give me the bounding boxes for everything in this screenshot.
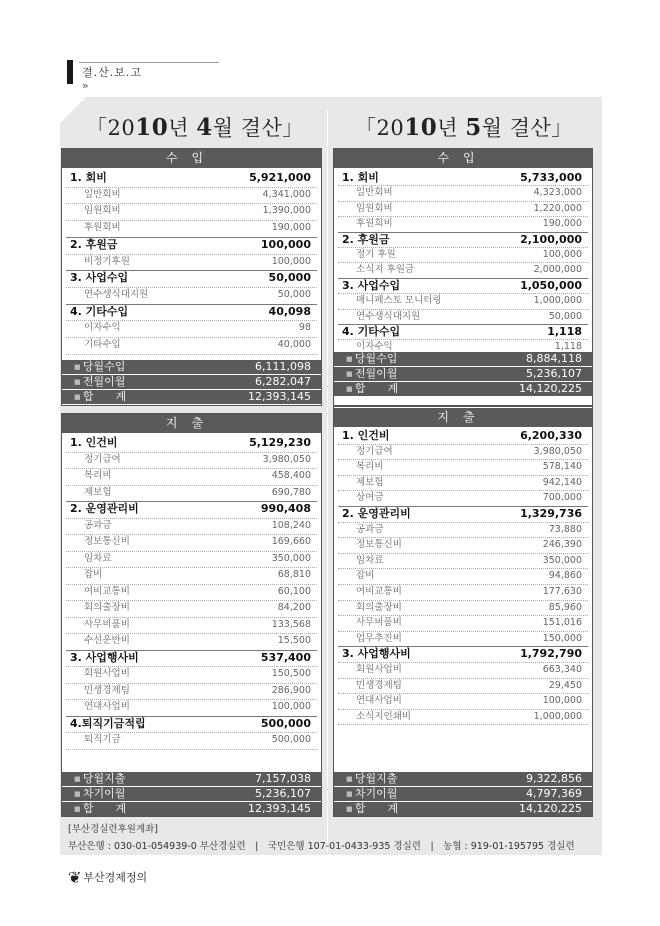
- row-value: 100,000: [542, 695, 582, 707]
- row-value: 50,000: [268, 271, 311, 285]
- total-label: ■ 합 계: [74, 390, 126, 404]
- item-row: [334, 615, 592, 630]
- total-label: ■ 합 계: [346, 382, 398, 396]
- row-value: 1,220,000: [533, 202, 582, 214]
- item-row: [334, 444, 592, 459]
- item-row: [62, 551, 321, 566]
- row-label: 기타수입: [84, 339, 121, 350]
- row-value: 990,408: [260, 502, 311, 515]
- row-value: 190,000: [542, 218, 582, 230]
- row-value: 690,780: [271, 486, 311, 498]
- account-title: [부산경실련후원계좌]: [68, 824, 159, 835]
- row-label: 회원사업비: [84, 668, 130, 679]
- row-value: 190,000: [271, 222, 311, 234]
- row-label: 임차료: [356, 554, 384, 566]
- total-label: ■ 전월이월: [346, 367, 397, 381]
- april-report-title: 「2010년 4월 결산」: [86, 114, 304, 141]
- item-row: [334, 490, 592, 505]
- item-row: [334, 293, 592, 308]
- row-label: 2. 후원금: [70, 237, 118, 251]
- may-expense-header: 지출: [334, 408, 592, 427]
- row-value: 68,810: [277, 569, 311, 580]
- row-label: 임차료: [84, 552, 112, 564]
- row-value: 246,390: [542, 539, 582, 551]
- item-row: [62, 187, 321, 202]
- item-row: [334, 662, 592, 677]
- total-label: ■ 합 계: [74, 802, 126, 816]
- row-label: 여비교통비: [356, 586, 402, 597]
- item-row: [62, 683, 321, 698]
- row-label: 1. 회비: [342, 171, 379, 184]
- row-value: 40,000: [277, 339, 311, 350]
- header-accent-bar: [67, 60, 73, 84]
- row-label: 1. 인건비: [342, 429, 390, 442]
- row-label: 이자수익: [84, 322, 121, 334]
- row-label: 정보통신비: [356, 539, 402, 551]
- category-row: [62, 304, 321, 319]
- row-label: 정보통신비: [84, 536, 130, 547]
- item-row: [62, 666, 321, 681]
- row-divider: [66, 354, 317, 355]
- page-fold-corner: [60, 97, 86, 123]
- total-value: 4,797,369: [526, 787, 582, 800]
- row-value: 4,323,000: [533, 187, 582, 199]
- row-label: 4. 기타수입: [342, 325, 401, 338]
- row-label: 정기 후원: [356, 249, 396, 260]
- total-row: [334, 802, 592, 816]
- total-row: [62, 802, 321, 816]
- total-value: 5,236,107: [255, 787, 311, 800]
- row-value: 4,341,000: [262, 188, 311, 200]
- item-row: [334, 678, 592, 693]
- row-label: 잡비: [84, 569, 103, 580]
- item-row: [62, 534, 321, 549]
- item-row: [62, 468, 321, 483]
- row-value: 151,016: [542, 617, 582, 629]
- double-chevron-icon: »: [82, 79, 89, 92]
- total-label: ■ 전월이월: [74, 375, 125, 389]
- row-value: 50,000: [548, 310, 582, 322]
- row-value: 133,568: [271, 618, 311, 630]
- row-value: 1,792,790: [520, 647, 582, 661]
- row-value: 350,000: [271, 552, 311, 564]
- item-row: [334, 537, 592, 552]
- may-income-header: 수입: [334, 149, 592, 168]
- total-row: [334, 772, 592, 786]
- total-row: [62, 772, 321, 786]
- row-label: 업무추진비: [356, 632, 402, 644]
- total-row: [334, 352, 592, 366]
- item-row: [62, 452, 321, 467]
- row-label: 2. 운영관리비: [70, 502, 139, 515]
- total-value: 8,884,118: [526, 352, 582, 365]
- item-row: [334, 262, 592, 277]
- row-value: 15,500: [277, 635, 311, 646]
- row-label: 사무비품비: [356, 617, 402, 629]
- row-value: 5,129,230: [249, 436, 311, 449]
- category-row: [334, 324, 592, 339]
- row-value: 94,860: [548, 570, 582, 582]
- row-label: 제보험: [84, 486, 112, 498]
- item-row: [334, 185, 592, 200]
- item-row: [334, 600, 592, 615]
- total-value: 6,282,047: [255, 375, 311, 388]
- item-row: [62, 567, 321, 582]
- item-row: [334, 459, 592, 474]
- section-title: 결.산.보.고: [82, 66, 142, 79]
- total-value: 5,236,107: [526, 367, 582, 380]
- row-value: 700,000: [542, 492, 582, 504]
- total-label: ■ 합 계: [346, 802, 398, 816]
- row-value: 1,000,000: [533, 710, 582, 722]
- row-label: 제보험: [356, 476, 384, 488]
- total-row: [334, 382, 592, 396]
- total-label: ■ 당월지출: [346, 772, 397, 786]
- row-label: 퇴직기금: [84, 734, 121, 745]
- row-label: 잡비: [356, 570, 375, 582]
- row-label: 매니페스토 모니터링: [356, 295, 442, 307]
- row-value: 108,240: [271, 519, 311, 531]
- row-label: 복리비: [84, 470, 112, 481]
- total-row: [62, 787, 321, 801]
- row-value: 3,980,050: [533, 445, 582, 457]
- row-divider: [66, 749, 317, 750]
- item-row: [62, 617, 321, 632]
- row-value: 1,118: [547, 325, 582, 338]
- category-row: [334, 278, 592, 293]
- category-row: [334, 506, 592, 521]
- total-row: [62, 375, 321, 389]
- row-label: 1. 회비: [70, 171, 107, 184]
- row-value: 350,000: [542, 554, 582, 566]
- row-label: 회의출장비: [84, 602, 130, 613]
- row-label: 3. 사업수입: [342, 278, 401, 292]
- total-row: [62, 360, 321, 374]
- item-row: [62, 699, 321, 714]
- row-label: 1. 인건비: [70, 436, 118, 449]
- tree-icon: ❦: [68, 868, 82, 887]
- total-value: 9,322,856: [526, 772, 582, 785]
- item-row: [62, 485, 321, 500]
- item-row: [334, 553, 592, 568]
- row-value: 60,100: [277, 585, 311, 597]
- row-label: 후원회비: [84, 222, 121, 234]
- total-value: 14,120,225: [519, 382, 582, 395]
- row-label: 수선운반비: [84, 635, 130, 646]
- category-row: [334, 428, 592, 443]
- row-value: 5,733,000: [520, 171, 582, 184]
- total-label: ■ 차기이월: [346, 787, 397, 801]
- header-divider: [79, 62, 219, 63]
- row-label: 후원회비: [356, 218, 393, 230]
- item-row: [334, 201, 592, 216]
- logo-text: 부산경제정의: [83, 871, 148, 884]
- total-row: [334, 787, 592, 801]
- row-label: 정기급여: [356, 445, 393, 457]
- row-value: 3,980,050: [262, 453, 311, 465]
- row-value: 286,900: [271, 684, 311, 696]
- row-value: 5,921,000: [249, 171, 311, 184]
- row-label: 연대사업비: [356, 695, 402, 707]
- category-row: [62, 270, 321, 285]
- row-value: 100,000: [271, 255, 311, 267]
- row-value: 177,630: [542, 586, 582, 597]
- row-value: 537,400: [260, 650, 311, 664]
- row-label: 공과금: [356, 523, 384, 535]
- category-row: [62, 716, 321, 731]
- row-label: 이자수익: [356, 341, 393, 353]
- item-row: [62, 600, 321, 615]
- row-label: 일반회비: [356, 187, 393, 199]
- row-label: 비정기후원: [84, 255, 130, 267]
- row-value: 1,390,000: [262, 205, 311, 217]
- row-value: 458,400: [271, 470, 311, 481]
- row-label: 3. 사업행사비: [342, 647, 411, 661]
- row-label: 일반회비: [84, 188, 121, 200]
- may-report-title: 「2010년 5월 결산」: [355, 114, 573, 141]
- april-income-header: 수입: [62, 149, 321, 168]
- row-label: 3. 사업수입: [70, 271, 129, 285]
- row-value: 40,098: [268, 304, 311, 318]
- item-row: [334, 709, 592, 724]
- row-label: 회원사업비: [356, 664, 402, 675]
- row-value: 50,000: [277, 288, 311, 300]
- row-value: 1,118: [554, 341, 582, 353]
- total-row: [334, 367, 592, 381]
- category-row: [62, 501, 321, 516]
- category-row: [334, 170, 592, 185]
- total-label: ■ 당월수입: [74, 360, 125, 374]
- category-row: [62, 170, 321, 185]
- row-divider: [338, 724, 588, 725]
- row-label: 민생경제팀: [356, 679, 402, 691]
- item-row: [334, 584, 592, 599]
- row-label: 4.퇴직기금적립: [70, 716, 146, 730]
- organization-logo: [68, 868, 147, 887]
- column-separator: [327, 110, 328, 852]
- total-value: 12,393,145: [248, 802, 311, 815]
- row-label: 소식지인쇄비: [356, 710, 412, 722]
- row-label: 공과금: [84, 519, 112, 531]
- item-row: [334, 693, 592, 708]
- total-label: ■ 당월지출: [74, 772, 125, 786]
- row-value: 100,000: [542, 249, 582, 260]
- row-value: 100,000: [271, 701, 311, 712]
- row-value: 942,140: [542, 476, 582, 488]
- total-row: [62, 390, 321, 404]
- item-row: [62, 220, 321, 235]
- row-label: 소식지 후원금: [356, 264, 415, 276]
- item-row: [334, 568, 592, 583]
- row-label: 2. 후원금: [342, 232, 390, 246]
- row-label: 연수생식대지원: [84, 288, 149, 300]
- row-label: 상여금: [356, 492, 384, 504]
- row-value: 73,880: [548, 523, 582, 535]
- row-label: 복리비: [356, 461, 384, 473]
- category-row: [62, 237, 321, 252]
- item-row: [62, 584, 321, 599]
- april-expense-header: 지출: [62, 414, 321, 433]
- total-value: 7,157,038: [255, 772, 311, 785]
- row-label: 정기급여: [84, 453, 121, 465]
- row-label: 사무비품비: [84, 618, 130, 630]
- row-label: 4. 기타수입: [70, 304, 129, 318]
- row-value: 100,000: [260, 237, 311, 251]
- total-label: ■ 차기이월: [74, 787, 125, 801]
- row-value: 150,500: [271, 668, 311, 679]
- row-label: 회의출장비: [356, 601, 402, 613]
- item-row: [62, 633, 321, 648]
- total-value: 14,120,225: [519, 802, 582, 815]
- account-list: 부산은행 : 030-01-054939-0 부산경실련 | 국민은행 107-01-0433-935 경실련 | 농협 : 919-01-195795 경실련: [68, 841, 575, 852]
- item-row: [62, 732, 321, 747]
- row-value: 29,450: [548, 679, 582, 691]
- item-row: [62, 287, 321, 302]
- row-value: 169,660: [271, 536, 311, 547]
- row-value: 2,000,000: [533, 264, 582, 276]
- row-value: 663,340: [542, 664, 582, 675]
- row-label: 여비교통비: [84, 585, 130, 597]
- item-row: [334, 631, 592, 646]
- row-value: 1,000,000: [533, 295, 582, 307]
- item-row: [334, 309, 592, 324]
- row-label: 3. 사업행사비: [70, 650, 139, 664]
- item-row: [334, 475, 592, 490]
- row-value: 98: [298, 322, 311, 334]
- row-value: 84,200: [277, 602, 311, 613]
- item-row: [62, 254, 321, 269]
- row-value: 2,100,000: [520, 232, 582, 246]
- row-value: 1,050,000: [520, 278, 582, 292]
- item-row: [334, 247, 592, 262]
- item-row: [62, 320, 321, 335]
- bank-account-footer: [60, 817, 602, 855]
- category-row: [62, 435, 321, 450]
- row-label: 2. 운영관리비: [342, 507, 411, 520]
- category-row: [334, 646, 592, 661]
- row-value: 500,000: [260, 716, 311, 730]
- item-row: [334, 216, 592, 231]
- row-value: 500,000: [271, 734, 311, 745]
- row-label: 연대사업비: [84, 701, 130, 712]
- total-label: ■ 당월수입: [346, 352, 397, 366]
- total-value: 12,393,145: [248, 390, 311, 403]
- row-value: 150,000: [542, 632, 582, 644]
- item-row: [62, 203, 321, 218]
- row-value: 1,329,736: [520, 507, 582, 520]
- row-value: 85,960: [548, 601, 582, 613]
- row-label: 연수생식대지원: [356, 310, 421, 322]
- item-row: [334, 522, 592, 537]
- row-value: 6,200,330: [520, 429, 582, 442]
- item-row: [62, 337, 321, 352]
- row-value: 578,140: [542, 461, 582, 473]
- item-row: [62, 518, 321, 533]
- category-row: [334, 232, 592, 247]
- row-label: 임원회비: [84, 205, 121, 217]
- category-row: [62, 650, 321, 665]
- total-value: 6,111,098: [255, 360, 311, 373]
- row-label: 임원회비: [356, 202, 393, 214]
- row-label: 민생경제팀: [84, 684, 130, 696]
